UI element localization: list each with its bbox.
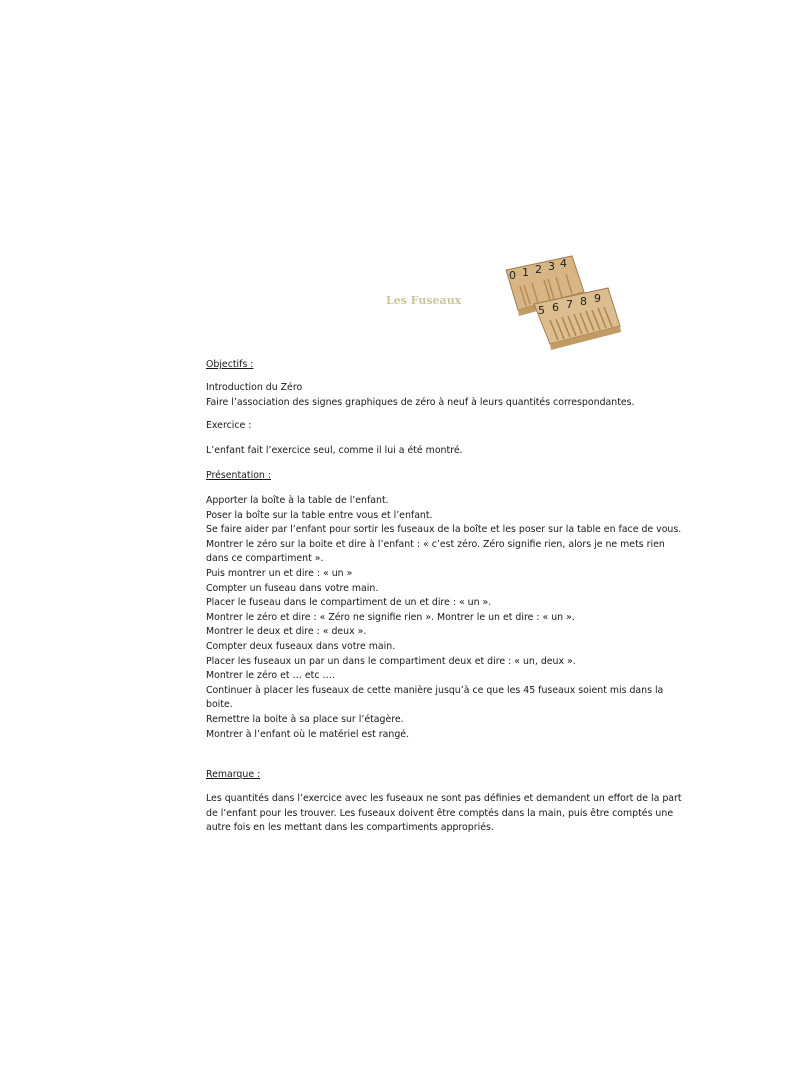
presentation-line: boite. <box>206 699 233 711</box>
box-digit: 5 <box>538 304 545 317</box>
remark-line: de l’enfant pour les trouver. Les fuseaux doivent être comptés dans la main, puis être comptés une <box>206 807 674 819</box>
presentation-line: Montrer le zéro et dire : « Zéro ne signifie rien ». Montrer le un et dire : « un ». <box>206 611 575 623</box>
objectives-line: Introduction du Zéro <box>206 382 303 393</box>
presentation-line: Remettre la boite à sa place sur l’étagère. <box>206 713 404 725</box>
presentation-text <box>206 494 681 742</box>
box-digit: 6 <box>552 301 559 314</box>
presentation-line: Poser la boîte sur la table entre vous et l’enfant. <box>206 509 433 521</box>
objectives-text <box>206 381 635 410</box>
box-digit: 8 <box>580 295 587 308</box>
presentation-line: Montrer le zéro et … etc …. <box>206 670 335 682</box>
remark-line: autre fois en les mettant dans les compartiments appropriés. <box>206 822 494 834</box>
exercise-text: L’enfant fait l’exercice seul, comme il lui a été montré. <box>206 445 463 456</box>
exercise-heading: Exercice : <box>206 420 252 431</box>
box-digit: 0 <box>509 269 516 282</box>
presentation-line: Montrer à l’enfant où le matériel est rangé. <box>206 728 410 740</box>
remark-text <box>206 792 682 836</box>
box-digit: 4 <box>560 257 567 270</box>
presentation-line: Se faire aider par l’enfant pour sortir les fuseaux de la boîte et les poser sur la table en face de vous. <box>206 524 682 536</box>
presentation-line: Compter un fuseau dans votre main. <box>206 582 379 594</box>
box-digit: 7 <box>566 298 573 311</box>
box-digit: 1 <box>522 266 529 279</box>
box-digit: 3 <box>548 260 555 273</box>
presentation-line: Continuer à placer les fuseaux de cette manière jusqu’à ce que les 45 fuseaux soient mis dans la <box>206 684 664 696</box>
presentation-line: Montrer le zéro sur la boite et dire à l’enfant : « c’est zéro. Zéro signifie rien, alors je ne mets rien <box>206 538 665 550</box>
presentation-line: Puis montrer un et dire : « un » <box>206 567 353 579</box>
presentation-line: Placer le fuseau dans le compartiment de un et dire : « un ». <box>206 597 492 609</box>
presentation-heading: Présentation : <box>206 470 272 481</box>
presentation-line: Montrer le deux et dire : « deux ». <box>206 626 367 638</box>
presentation-line: Compter deux fuseaux dans votre main. <box>206 640 396 652</box>
box-digit: 2 <box>535 263 542 276</box>
box-digit: 9 <box>594 292 601 305</box>
remark-heading: Remarque : <box>206 769 261 780</box>
objectives-line: Faire l’association des signes graphiques de zéro à neuf à leurs quantités correspondantes. <box>206 396 635 408</box>
objectives-heading: Objectifs : <box>206 359 254 370</box>
remark-line: Les quantités dans l’exercice avec les fuseaux ne sont pas définies et demandent un effort de la part <box>206 793 682 804</box>
presentation-line: Placer les fuseaux un par un dans le compartiment deux et dire : « un, deux ». <box>206 655 576 667</box>
spindle-boxes-image <box>500 252 622 352</box>
document-title: Les Fuseaux <box>386 294 462 307</box>
presentation-line: dans ce compartiment ». <box>206 553 324 565</box>
presentation-line: Apporter la boîte à la table de l’enfant. <box>206 495 389 506</box>
